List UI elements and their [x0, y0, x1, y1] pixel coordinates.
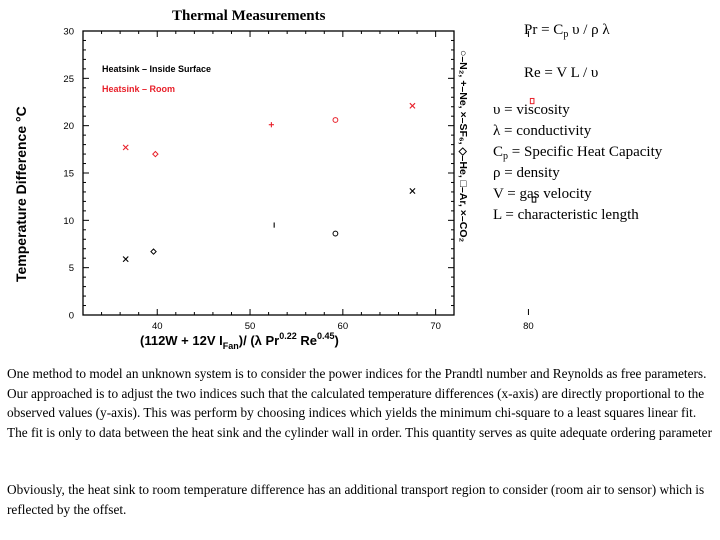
room-point-diamond: [153, 151, 158, 156]
def-heat-capacity: [493, 142, 662, 163]
description-paragraph-1: One method to model an unknown system is to consider the power indices for the Prandtl number and Reynolds as free parameters. Our approached is to adjust the two indices such that the calculated temperature differences (x-axis) are directly proportional to the observed values (y-axis). This was perform by choosing indices which yields the minimum chi-square to a least squares linear fit. The fit is only to data between the heat sink and the cylinder wall in order. This quantity serves as quite adequate ordering parameter: [7, 366, 713, 440]
y-tick-label: 20: [63, 121, 74, 133]
legend-inside: Heatsink – Inside Surface: [102, 64, 212, 74]
inside-point-x: [410, 188, 415, 193]
data-points: [123, 98, 536, 261]
x-tick-label: 60: [337, 321, 349, 332]
room-point-circle: [333, 118, 338, 123]
x-label-sup-pr: 0.22: [279, 331, 297, 341]
x-tick-label: 40: [151, 321, 163, 332]
y-tick-label: 5: [68, 263, 74, 275]
x-label-part-4: ): [334, 333, 339, 348]
x-tick-label: 80: [523, 321, 534, 332]
x-label-part-2: )/ (λ Pr: [238, 333, 280, 348]
definitions-list: [493, 100, 662, 226]
y-axis-label: Temperature Difference °C: [13, 106, 29, 282]
reynolds-formula: Re = V L / υ: [524, 65, 599, 81]
def-density: ρ = density: [493, 165, 560, 181]
x-label-sup-re: 0.45: [317, 331, 335, 341]
pr-part-1: Pr = C: [524, 22, 564, 38]
y-tick-label: 15: [63, 168, 74, 180]
def-length: L = characteristic length: [493, 207, 639, 223]
x-label-part-3: Re: [296, 333, 317, 348]
description-paragraph-2: Obviously, the heat sink to room temperature difference has an additional transport region to consider (room air to sensor) which is reflected by the offset.: [7, 482, 705, 517]
inside-point-diamond: [151, 249, 156, 254]
prandtl-formula: [524, 22, 610, 39]
def-cp-sub: p: [503, 151, 509, 162]
x-axis-label: [140, 331, 339, 351]
x-label-sub-fan: Fan: [222, 341, 239, 351]
inside-point-circle: [333, 231, 338, 236]
def-velocity: V = gas velocity: [493, 186, 592, 202]
legend-room: Heatsink – Room: [102, 84, 176, 94]
room-point-plus: [269, 122, 274, 127]
def-conductivity: λ = conductivity: [493, 123, 592, 139]
x-tick-label: 70: [430, 321, 441, 332]
x-tick-label: 50: [244, 321, 256, 332]
def-cp-rest: = Specific Heat Capacity: [508, 144, 663, 160]
right-marker-legend: ○–N₂, +–Ne, ×–SF₆, ◇–He, □–Ar, ×–CO₂: [457, 50, 469, 243]
chart-title: Thermal Measurements: [172, 8, 326, 24]
room-point-x: [410, 103, 415, 108]
pr-sub-p: p: [563, 29, 569, 40]
def-cp-c: C: [493, 144, 504, 160]
def-viscosity: υ = viscosity: [493, 102, 570, 118]
x-label-part-1: (112W + 12V I: [140, 333, 223, 348]
room-point-x: [123, 145, 128, 150]
y-tick-label: 10: [63, 215, 74, 227]
y-tick-label: 0: [68, 310, 74, 322]
inside-point-x: [123, 257, 128, 262]
pr-part-2: υ / ρ λ: [568, 22, 610, 38]
y-tick-label: 25: [63, 73, 74, 85]
y-tick-label: 30: [63, 26, 74, 38]
